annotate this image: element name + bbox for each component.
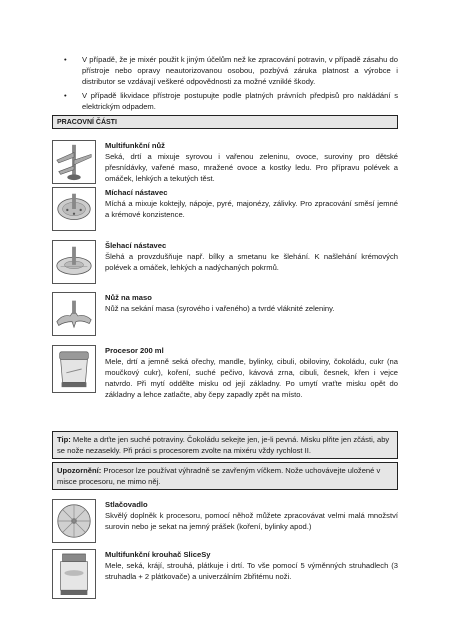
part-title: Procesor 200 ml xyxy=(105,346,164,355)
slicer-icon xyxy=(52,549,96,599)
meat-blade-icon xyxy=(52,292,96,336)
warning-note xyxy=(52,462,398,490)
warning-label: Upozornění: xyxy=(57,466,102,475)
processor-bowl-icon xyxy=(52,345,96,393)
tip-note xyxy=(52,431,398,459)
tip-label: Tip: xyxy=(57,435,71,444)
part-description: Míchá a mixuje koktejly, nápoje, pyré, majonézy, zálivky. Pro zpracování směsí jemné a krémové konzistence. xyxy=(105,199,398,219)
tip-text: Melte a drťte jen suché potraviny. Čokoládu sekejte jen, je-li pevná. Misku plňte jen zčásti, aby se nože nezasekly. Při práci s procesorem zvolte na mixéru vždy rychlost II. xyxy=(57,435,390,455)
section-header: PRACOVNÍ ČÁSTI xyxy=(52,115,398,129)
part-title: Šlehací nástavec xyxy=(105,241,167,250)
intro-bullet-list xyxy=(62,54,398,115)
bullet-text: V případě likvidace přístroje postupujte podle platných právních předpisů pro nakládání s elektrickým odpadem. xyxy=(82,91,398,111)
bullet-icon: • xyxy=(64,91,67,100)
whisk-disc-icon xyxy=(52,240,96,284)
grater-disc-icon xyxy=(52,499,96,543)
part-title: Multifunkční nůž xyxy=(105,141,165,150)
bullet-icon: • xyxy=(64,55,67,64)
multifunction-blade-icon xyxy=(52,140,96,184)
part-title: Míchací nástavec xyxy=(105,188,168,197)
warning-text: Procesor lze používat výhradně se zavřeným víčkem. Nože uchovávejte uložené v misce procesoru, ne mimo něj. xyxy=(57,466,381,486)
part-title: Stlačovadlo xyxy=(105,500,148,509)
part-description: Mele, seká, krájí, strouhá, plátkuje i drtí. To vše pomocí 5 výměnných struhadlech (3 struhadla + 2 plátkovače) a univerzálním 2břitému noži. xyxy=(105,561,398,581)
list-item xyxy=(62,54,398,87)
list-item xyxy=(62,90,398,112)
part-description: Skvělý doplněk k procesoru, pomocí něhož můžete zpracovávat velmi malá množství surovin nebo je sekat na jemný prášek (koření, bylinky apod.) xyxy=(105,511,398,531)
part-description: Nůž na sekání masa (syrového i vařeného) a tvrdé vláknité zeleniny. xyxy=(105,304,335,313)
part-title: Multifunkční krouhač SliceSy xyxy=(105,550,211,559)
part-description: Seká, drtí a mixuje syrovou i vařenou zeleninu, ovoce, suroviny pro dětské přesnídávky, vařené maso, mražené ovoce a kostky ledu. Pro přípravu polévek a omáček, lehkých a tekutých těst. xyxy=(105,152,398,183)
part-description: Mele, drtí a jemně seká ořechy, mandle, bylinky, cibuli, obiloviny, čokoládu, cukr (na moučkový cukr), koření, suché pečivo, kávová zrna, cibuli, česnek, křen i vejce natvrdo. Při mytí oddělte misku od její základny. Po umytí vraťte misku opět do základny a lehce zatlačte, aby čepy zapadly zpět na místo. xyxy=(105,357,398,399)
bullet-text: V případě, že je mixér použit k jiným účelům než ke zpracování potravin, v případě zásahu do přístroje nebo opravy neautorizovanou osobou, pozbývá záruka platnost a výrobce i distributor se vzdávají veškeré odpovědnosti za možné vzniklé škody. xyxy=(82,55,398,86)
mixing-disc-icon xyxy=(52,187,96,231)
part-description: Šlehá a provzdušňuje např. bílky a smetanu ke šlehání. K našlehání krémových polévek a omáček, lehkých a nadýchaných pokrmů. xyxy=(105,252,398,272)
part-title: Nůž na maso xyxy=(105,293,152,302)
